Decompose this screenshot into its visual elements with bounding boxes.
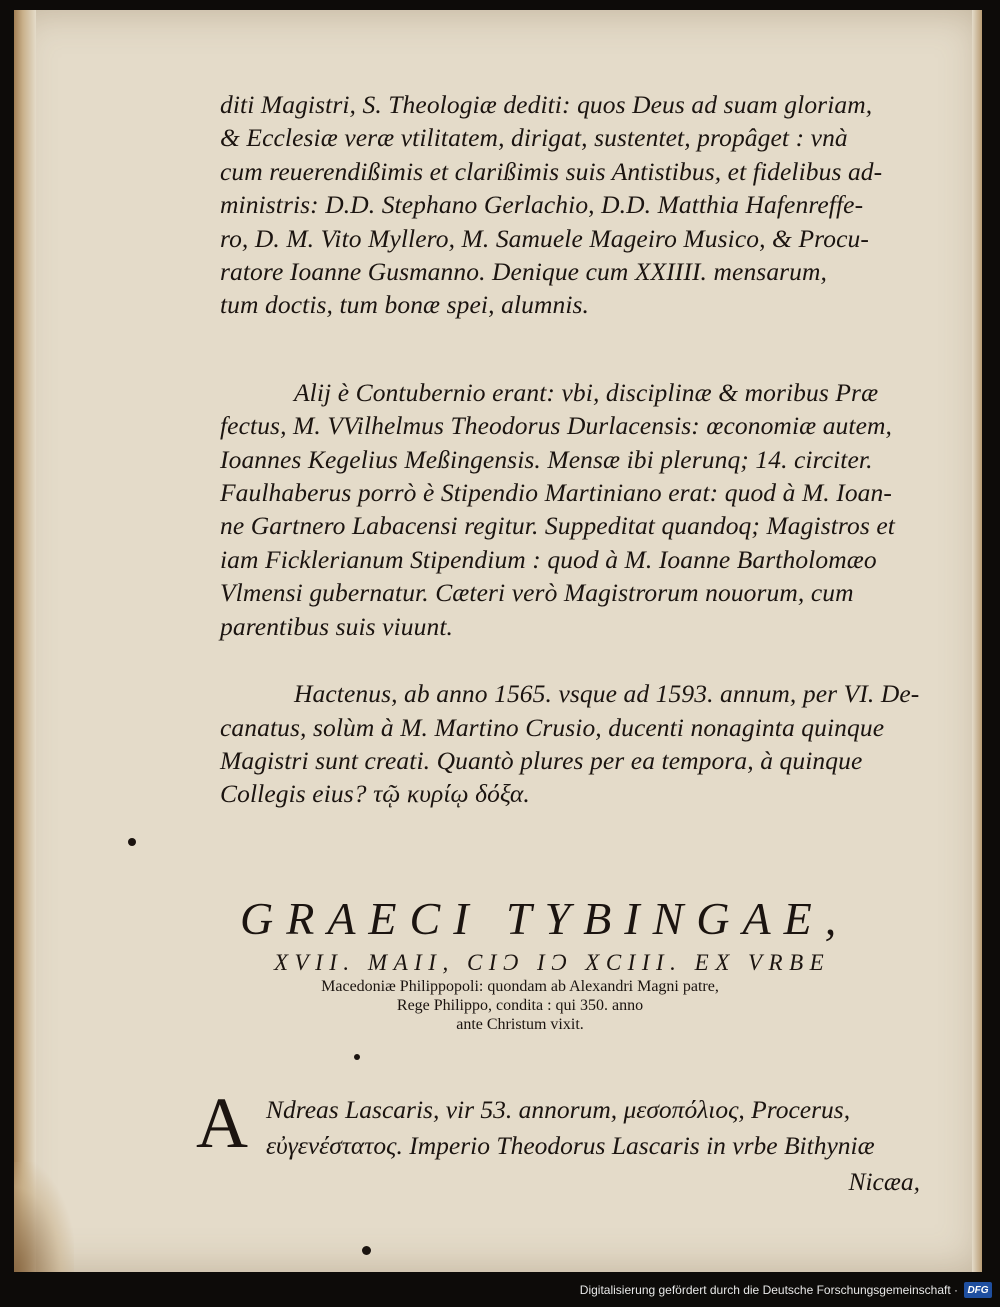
text-line: Vlmensi gubernatur. Cæteri verò Magistrorum nouorum, cum [220, 578, 854, 608]
text-line: εὐγενέστατος. Imperio Theodorus Lascaris in vrbe Bithyniæ [266, 1130, 875, 1160]
drop-cap: A [196, 1082, 248, 1163]
description-line: ante Christum vixit. [456, 1015, 584, 1033]
text-line: canatus, solùm à M. Martino Crusio, ducenti nonaginta quinque [220, 712, 885, 742]
dfg-logo-icon: DFG [964, 1282, 992, 1298]
text-line: ministris: D.D. Stephano Gerlachio, D.D. Matthia Hafenreffe- [220, 190, 864, 220]
text-line: Ioannes Kegelius Meßingensis. Mensæ ibi plerunq; 14. circiter. [220, 444, 873, 474]
text-line: Alij è Contubernio erant: vbi, disciplinæ & moribus Præ [294, 377, 879, 407]
text-line: Hactenus, ab anno 1565. vsque ad 1593. annum, per VI. De- [294, 679, 920, 709]
ink-dot [362, 1246, 371, 1255]
page-edge-left [14, 10, 36, 1272]
description-line: Macedoniæ Philippopoli: quondam ab Alexandri Magni patre, [321, 977, 719, 995]
digitization-footer [580, 1277, 992, 1303]
text-line: Ndreas Lascaris, vir 53. annorum, μεσοπόλιος, Procerus, [266, 1094, 851, 1124]
entry-andreas-lascaris [196, 1082, 920, 1200]
text-line: ne Gartnero Labacensi regitur. Suppeditat quandoq; Magistros et [220, 511, 895, 541]
text-line: & Ecclesiæ veræ vtilitatem, dirigat, sustentet, propâget : vnà [220, 123, 848, 153]
description-line: Rege Philippo, condita : qui 350. anno [396, 996, 644, 1014]
text-line: Collegis eius? τῷ κυρίῳ δόξα. [220, 779, 530, 809]
scanned-page [14, 10, 982, 1272]
page-corner-stain [14, 1162, 74, 1272]
paragraph-2 [220, 376, 920, 643]
text-line: cum reuerendißimis et clarißimis suis Antistibus, et fidelibus ad- [220, 156, 883, 186]
paragraph-3 [220, 677, 920, 811]
text-line: Faulhaberus porrò è Stipendio Martiniano erat: quod à M. Ioan- [220, 478, 892, 508]
text-line: ratore Ioanne Gusmanno. Denique cum XXIIII. mensarum, [220, 257, 828, 287]
text-line: diti Magistri, S. Theologiæ dediti: quos Deus ad suam gloriam, [220, 90, 873, 119]
text-line: fectus, M. VVilhelmus Theodorus Durlacensis: œconomiæ autem, [220, 411, 893, 441]
text-block [196, 88, 920, 1200]
text-line: Nicæa, [848, 1166, 920, 1196]
section-description [160, 977, 880, 1034]
paragraph-1 [220, 88, 920, 322]
text-line: parentibus suis viuunt. [220, 611, 453, 641]
text-line: tum doctis, tum bonæ spei, alumnis. [220, 290, 590, 320]
ink-dot [128, 838, 136, 846]
text-line: ro, D. M. Vito Myllero, M. Samuele Mageiro Musico, & Procu- [220, 223, 869, 253]
text-line: Magistri sunt creati. Quantò plures per ea tempora, à quinque [220, 745, 863, 775]
section-heading: GRAECI TYBINGAE, [240, 892, 850, 944]
page-edge-right [972, 10, 982, 1272]
section-subheading: XVII. MAII, CIƆ IƆ XCIII. EX VRBE [274, 949, 831, 975]
footer-text: Digitalisierung gefördert durch die Deutsche Forschungsgemeinschaft · [579, 1283, 958, 1297]
text-line: iam Ficklerianum Stipendium : quod à M. Ioanne Bartholomæo [220, 544, 877, 574]
